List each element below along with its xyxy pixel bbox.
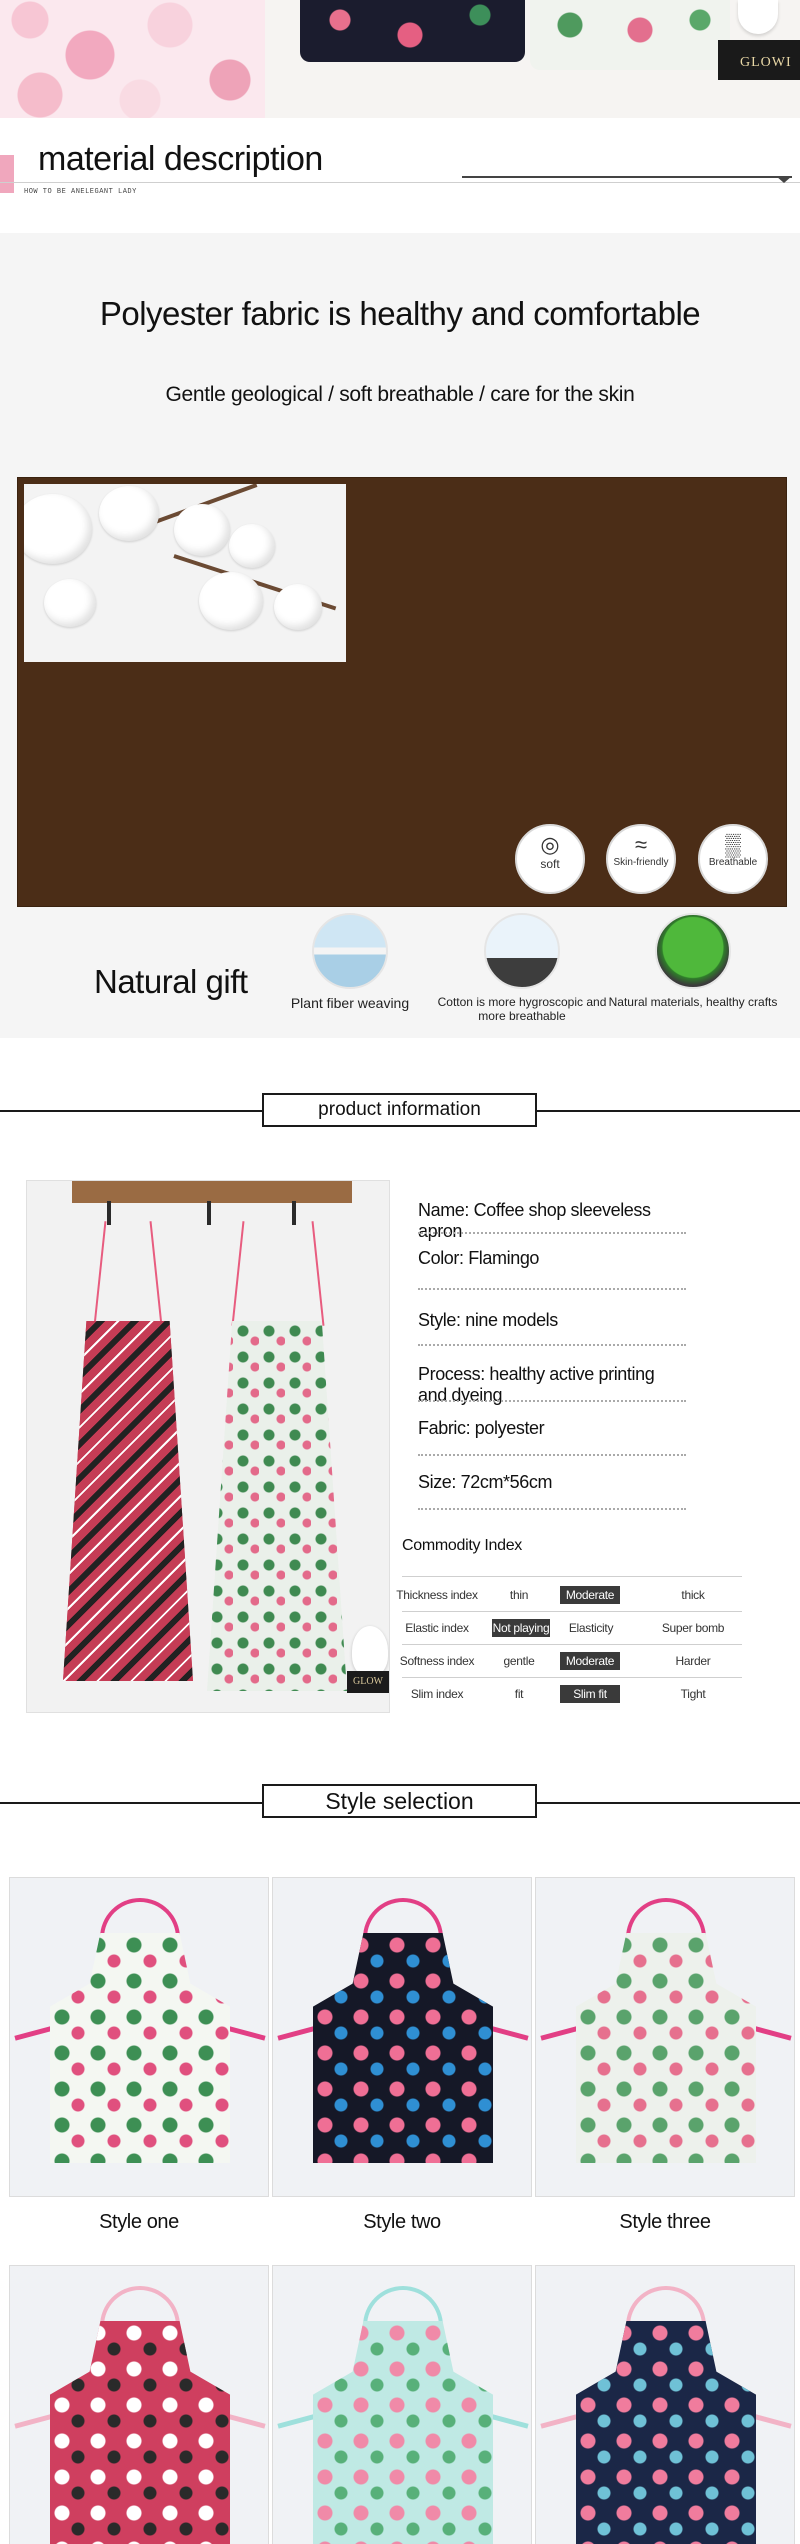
style-tile[interactable] (9, 1877, 269, 2197)
style-tile[interactable] (272, 2265, 532, 2544)
gift-item: Natural materials, healthy crafts (608, 913, 778, 1009)
product-style: Style: nine models (418, 1310, 558, 1330)
vase (352, 1626, 388, 1676)
commodity-index-title: Commodity Index (402, 1537, 522, 1554)
material-title: material description (38, 140, 323, 178)
style-tile[interactable] (535, 2265, 795, 2544)
leaf-icon (655, 913, 731, 989)
divider-accent (462, 176, 792, 178)
product-process: Process: healthy active printing and dyeing (418, 1364, 655, 1405)
fabric-section (0, 233, 800, 1038)
decor-bulb (738, 0, 778, 34)
tropical-apron (207, 1321, 347, 1691)
skin-friendly-badge: ≈ Skin-friendly (606, 824, 676, 894)
fabric-title: Polyester fabric is healthy and comfortable (99, 295, 701, 332)
material-subtitle: HOW TO BE ANELEGANT LADY (24, 188, 137, 196)
cotton-photo (24, 484, 346, 662)
banner-logo: GLOWI (740, 55, 792, 70)
style-label: Style one (99, 2211, 179, 2233)
apron-image (576, 2321, 756, 2544)
style-tile[interactable] (535, 1877, 795, 2197)
table-row: Elastic index Not playing Elasticity Super bomb (402, 1612, 742, 1645)
divider (0, 182, 800, 183)
natural-gift-title: Natural gift (94, 963, 248, 1000)
flamingo-apron (63, 1321, 193, 1681)
breathable-badge: ▒ Breathable (698, 824, 768, 894)
style-label: Style three (619, 2211, 711, 2233)
style-selection-header: Style selection (262, 1784, 537, 1818)
table-row: Softness index gentle Moderate Harder (402, 1645, 742, 1678)
apron-image (576, 1933, 756, 2163)
flamingo-apron-photo (300, 0, 525, 62)
fabric-swatch (17, 477, 787, 907)
section-accent-bar (0, 155, 14, 193)
product-color: Color: Flamingo (418, 1248, 540, 1268)
gift-item: Plant fiber weaving (265, 913, 435, 1011)
steam-icon: ≈ (634, 832, 648, 857)
product-fabric: Fabric: polyester (418, 1418, 545, 1438)
gift-item: Cotton is more hygroscopic and more breathable (437, 913, 607, 1023)
apron-image (313, 2321, 493, 2544)
tropical-apron-photo (530, 0, 730, 70)
blossom-photo (0, 0, 265, 118)
style-label: Style two (363, 2211, 441, 2233)
fabric-subtitle: Gentle geological / soft breathable / care for the skin (165, 383, 635, 406)
mesh-icon: ▒ (725, 832, 741, 857)
soft-badge: ◎ soft (515, 824, 585, 894)
breathable-arrows-icon (484, 913, 560, 989)
apron-image (313, 1933, 493, 2163)
product-info-header: product information (262, 1093, 537, 1127)
table-row: Slim index fit Slim fit Tight (410, 1687, 706, 1701)
logo-book: GLOW (347, 1671, 390, 1693)
fiber-weave-icon (312, 913, 388, 989)
product-photo (26, 1180, 390, 1713)
wood-rack (72, 1181, 352, 1203)
product-size: Size: 72cm*56cm (418, 1472, 553, 1492)
style-tile[interactable] (272, 1877, 532, 2197)
divider (402, 1576, 742, 1577)
product-name: Name: Coffee shop sleeveless apron (418, 1200, 651, 1241)
table-row: Thickness index thin Moderate thick (402, 1579, 742, 1612)
arrow-down-icon (776, 176, 792, 183)
swirl-icon: ◎ (540, 832, 560, 857)
top-banner (0, 0, 800, 118)
apron-image (50, 2321, 230, 2544)
apron-image (50, 1933, 230, 2163)
style-tile[interactable] (9, 2265, 269, 2544)
